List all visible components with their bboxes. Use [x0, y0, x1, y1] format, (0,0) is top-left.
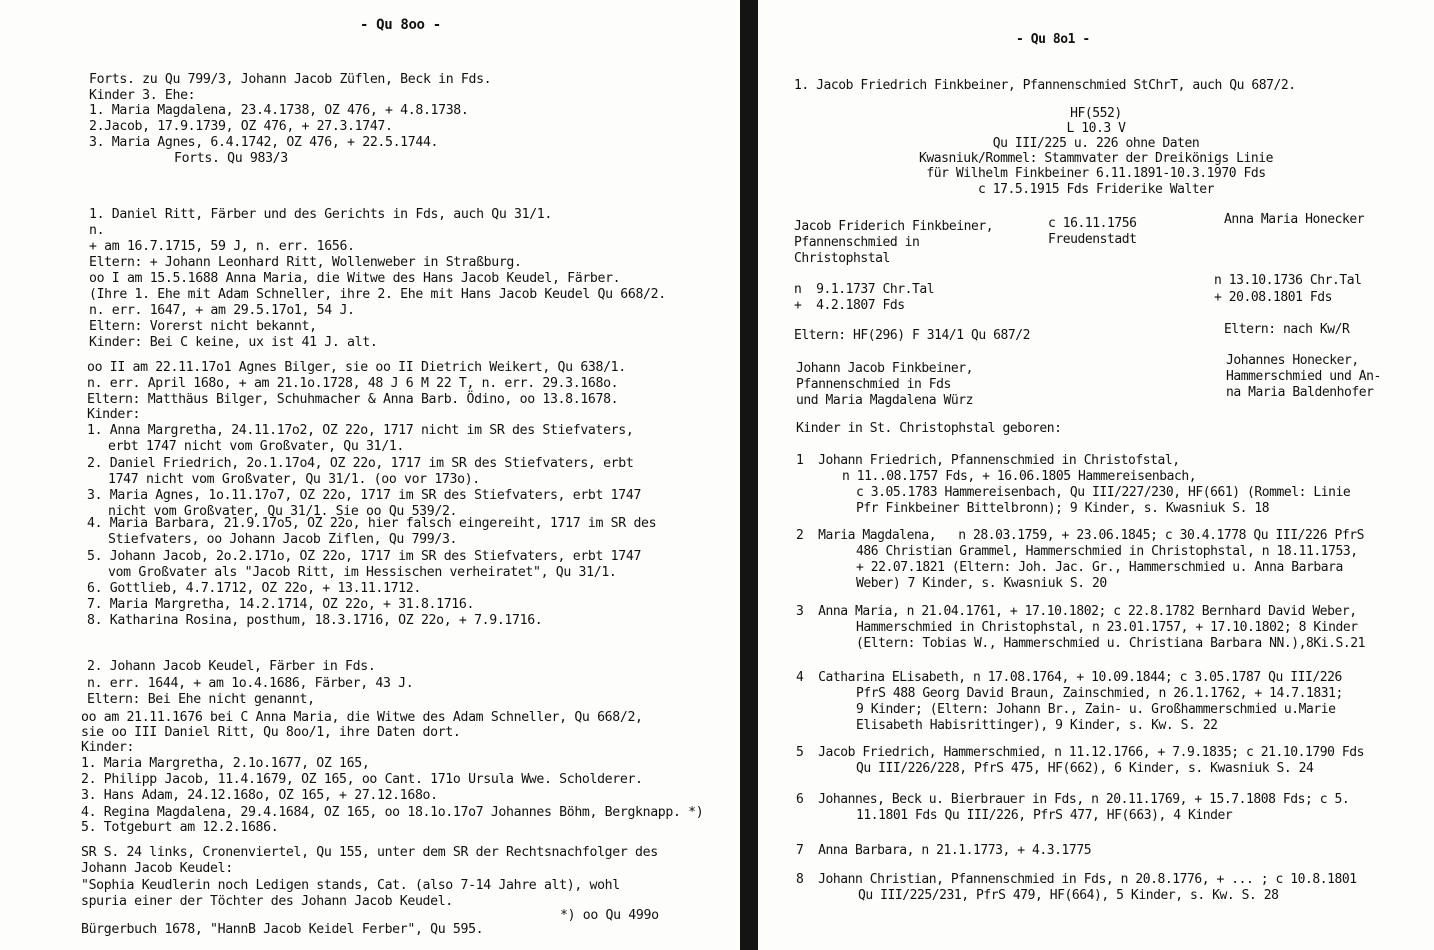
text-line: 2. Philipp Jacob, 11.4.1679, OZ 165, oo Cant. 171o Ursula Wwe. Scholderer.: [81, 772, 643, 787]
text-line: *) oo Qu 499o: [560, 908, 659, 923]
text-line: Forts. Qu 983/3: [174, 151, 288, 166]
text-line: 4. Maria Barbara, 21.9.17o5, OZ 22o, hier falsch eingereiht, 1717 im SR des: [87, 516, 657, 531]
text-line: PfrS 488 Georg David Braun, Zainschmied, n 26.1.1762, + 14.7.1831;: [856, 686, 1343, 701]
text-line: 6. Gottlieb, 4.7.1712, OZ 22o, + 13.11.1712.: [87, 581, 421, 596]
text-line: 5. Johann Jacob, 2o.2.171o, OZ 22o, 1717 im SR des Stiefvaters, erbt 1747: [87, 549, 642, 564]
text-line: oo I am 15.5.1688 Anna Maria, die Witwe des Hans Jacob Keudel, Färber.: [89, 271, 621, 286]
text-line: 9 Kinder; (Eltern: Johann Br., Zain- u. Großhammerschmied u.Marie: [856, 702, 1336, 717]
text-line: Kinder:: [81, 740, 135, 755]
text-line: L 10.3 V: [1066, 121, 1126, 136]
text-line: Qu III/225 u. 226 ohne Daten: [992, 136, 1200, 151]
text-line: 4. Regina Magdalena, 29.4.1684, OZ 165, oo 18.1o.17o7 Johannes Böhm, Bergknapp. *): [81, 805, 704, 820]
text-line: n 9.1.1737 Chr.Tal: [794, 282, 935, 297]
text-line: SR S. 24 links, Cronenviertel, Qu 155, unter dem SR der Rechtsnachfolger des: [81, 845, 658, 860]
text-line: Qu III/226/228, PfrS 475, HF(662), 6 Kinder, s. Kwasniuk S. 24: [856, 761, 1314, 776]
text-line: "Sophia Keudlerin noch Ledigen stands, Cat. (also 7-14 Jahre alt), wohl: [81, 878, 620, 893]
text-line: 1 Johann Friedrich, Pfannenschmied in Christofstal,: [796, 453, 1180, 468]
text-line: 3 Anna Maria, n 21.04.1761, + 17.10.1802; c 22.8.1782 Bernhard David Weber,: [796, 604, 1357, 619]
text-line: c 17.5.1915 Fds Friderike Walter: [977, 182, 1215, 197]
text-line: vom Großvater als "Jacob Ritt, im Hessischen verheiratet", Qu 31/1.: [108, 565, 617, 580]
text-line: 5. Totgeburt am 12.2.1686.: [81, 820, 279, 835]
text-line: Pfannenschmied in Fds: [796, 377, 951, 392]
text-line: 1. Maria Magdalena, 23.4.1738, OZ 476, + 4.8.1738.: [89, 103, 469, 118]
text-line: 1. Daniel Ritt, Färber und des Gerichts in Fds, auch Qu 31/1.: [89, 207, 552, 222]
text-line: Anna Maria Honecker: [1224, 212, 1365, 227]
text-line: spuria einer der Töchter des Johann Jacob Keudel.: [81, 894, 453, 909]
text-line: 3. Hans Adam, 24.12.168o, OZ 165, + 27.12.168o.: [81, 788, 438, 803]
text-line: 1747 nicht vom Großvater, Qu 31/1. (oo vor 173o).: [108, 472, 480, 487]
text-line: 4 Catharina ELisabeth, n 17.08.1764, + 10.09.1844; c 3.05.1787 Qu III/226: [796, 670, 1342, 685]
text-line: (Ihre 1. Ehe mit Adam Schneller, ihre 2. Ehe mit Hans Jacob Keudel Qu 668/2.: [89, 287, 666, 302]
text-line: Qu III/225/231, PfrS 479, HF(664), 5 Kinder, s. Kw. S. 28: [858, 888, 1279, 903]
text-line: Christophstal: [794, 251, 890, 266]
text-line: Hammerschmied und An-: [1226, 369, 1381, 384]
text-line: Weber) 7 Kinder, s. Kwasniuk S. 20: [856, 576, 1107, 591]
text-line: Eltern: Bei Ehe nicht genannt,: [87, 692, 315, 707]
text-line: 2 Maria Magdalena, n 28.03.1759, + 23.06.1845; c 30.4.1778 Qu III/226 PfrS: [796, 528, 1365, 543]
page-header: - Qu 8oo -: [360, 17, 441, 33]
text-line: 2.Jacob, 17.9.1739, OZ 476, + 27.3.1747.: [89, 119, 393, 134]
text-line: Kinder:: [87, 407, 141, 422]
text-line: Eltern: Vorerst nicht bekannt,: [89, 319, 317, 334]
text-line: 8. Katharina Rosina, posthum, 18.3.1716, OZ 22o, + 7.9.1716.: [87, 613, 543, 628]
text-line: erbt 1747 nicht vom Großvater, Qu 31/1.: [108, 439, 404, 454]
text-line: Kwasniuk/Rommel: Stammvater der Dreikönigs Linie: [918, 151, 1274, 166]
text-line: 3. Maria Agnes, 1o.11.17o7, OZ 22o, 1717 im SR des Stiefvaters, erbt 1747: [87, 488, 642, 503]
text-line: + 20.08.1801 Fds: [1214, 290, 1333, 305]
text-line: Johann Jacob Keudel:: [81, 861, 233, 876]
book-gutter: [740, 0, 758, 950]
text-line: + 4.2.1807 Fds: [794, 298, 905, 313]
text-line: n. err. 1647, + am 29.5.17o1, 54 J.: [89, 303, 355, 318]
text-line: n. err. April 168o, + am 21.1o.1728, 48 J 6 M 22 T, n. err. 29.3.168o.: [87, 376, 619, 391]
text-line: Johannes Honecker,: [1226, 353, 1359, 368]
text-line: Eltern: Matthäus Bilger, Schuhmacher & Anna Barb. Ödino, oo 13.8.1678.: [87, 392, 619, 407]
text-line: 5 Jacob Friedrich, Hammerschmied, n 11.12.1766, + 7.9.1835; c 21.10.1790 Fds: [796, 745, 1365, 760]
text-line: 2. Daniel Friedrich, 2o.1.17o4, OZ 22o, 1717 im SR des Stiefvaters, erbt: [87, 456, 634, 471]
text-line: und Maria Magdalena Würz: [796, 393, 974, 408]
text-line: oo am 21.11.1676 bei C Anna Maria, die Witwe des Adam Schneller, Qu 668/2,: [81, 710, 643, 725]
text-line: 486 Christian Grammel, Hammerschmied in Christophstal, n 18.11.1753,: [856, 544, 1358, 559]
text-line: Kinder: Bei C keine, ux ist 41 J. alt.: [89, 335, 378, 350]
text-line: Eltern: HF(296) F 314/1 Qu 687/2: [794, 328, 1031, 343]
text-line: n 13.10.1736 Chr.Tal: [1214, 273, 1362, 288]
text-line: Pfannenschmied in: [794, 235, 920, 250]
text-line: n. err. 1644, + am 1o.4.1686, Färber, 43 J.: [87, 676, 414, 691]
text-line: für Wilhelm Finkbeiner 6.11.1891-10.3.1970 Fds: [926, 166, 1266, 181]
entry-title: 1. Jacob Friedrich Finkbeiner, Pfannenschmied StChrT, auch Qu 687/2.: [794, 78, 1296, 93]
text-line: c 16.11.1756: [1048, 216, 1137, 231]
text-line: HF(552): [1070, 106, 1122, 121]
text-line: 1. Anna Margretha, 24.11.17o2, OZ 22o, 1717 nicht im SR des Stiefvaters,: [87, 423, 634, 438]
text-line: Kinder 3. Ehe:: [89, 88, 196, 103]
text-line: Freudenstadt: [1048, 232, 1137, 247]
text-line: Stiefvaters, oo Johann Jacob Ziflen, Qu 799/3.: [108, 532, 458, 547]
text-line: 7. Maria Margretha, 14.2.1714, OZ 22o, + 31.8.1716.: [87, 597, 475, 612]
text-line: n 11..08.1757 Fds, + 16.06.1805 Hammereisenbach,: [842, 469, 1197, 484]
text-line: 6 Johannes, Beck u. Bierbrauer in Fds, n 20.11.1769, + 15.7.1808 Fds; c 5.: [796, 792, 1350, 807]
text-line: (Eltern: Tobias W., Hammerschmied u. Christiana Barbara NN.),8Ki.S.21: [856, 636, 1365, 651]
text-line: Forts. zu Qu 799/3, Johann Jacob Züflen, Beck in Fds.: [89, 72, 492, 87]
page-header: - Qu 8o1 -: [1016, 32, 1090, 47]
text-line: Hammerschmied in Christophstal, n 23.01.1757, + 17.10.1802; 8 Kinder: [856, 620, 1358, 635]
text-line: nicht vom Großvater, Qu 31/1. Sie oo Qu 539/2.: [108, 504, 458, 519]
text-line: + am 16.7.1715, 59 J, n. err. 1656.: [89, 239, 355, 254]
text-line: Elisabeth Habisrittinger), 9 Kinder, s. Kw. S. 22: [856, 718, 1218, 733]
text-line: Johann Jacob Finkbeiner,: [796, 361, 974, 376]
text-line: Eltern: nach Kw/R: [1224, 322, 1350, 337]
text-line: na Maria Baldenhofer: [1226, 385, 1374, 400]
text-line: 11.1801 Fds Qu III/226, PfrS 477, HF(663), 4 Kinder: [856, 808, 1233, 823]
text-line: Kinder in St. Christophstal geboren:: [796, 421, 1062, 436]
text-line: oo II am 22.11.17o1 Agnes Bilger, sie oo II Dietrich Weikert, Qu 638/1.: [87, 360, 626, 375]
text-line: 1. Maria Margretha, 2.1o.1677, OZ 165,: [81, 756, 370, 771]
text-line: c 3.05.1783 Hammereisenbach, Qu III/227/230, HF(661) (Rommel: Linie: [856, 485, 1351, 500]
text-line: Bürgerbuch 1678, "HannB Jacob Keidel Ferber", Qu 595.: [81, 922, 484, 937]
text-line: 8 Johann Christian, Pfannenschmied in Fds, n 20.8.1776, + ... ; c 10.8.1801: [796, 872, 1357, 887]
text-line: n.: [89, 223, 105, 238]
text-line: 3. Maria Agnes, 6.4.1742, OZ 476, + 22.5.1744.: [89, 135, 439, 150]
text-line: Eltern: + Johann Leonhard Ritt, Wollenweber in Straßburg.: [89, 255, 522, 270]
text-line: sie oo III Daniel Ritt, Qu 8oo/1, ihre Daten dort.: [81, 725, 461, 740]
text-line: Jacob Friderich Finkbeiner,: [794, 219, 994, 234]
text-line: + 22.07.1821 (Eltern: Joh. Jac. Gr., Hammerschmied u. Anna Barbara: [856, 560, 1343, 575]
right-page: [758, 0, 1434, 950]
text-line: 7 Anna Barbara, n 21.1.1773, + 4.3.1775: [796, 843, 1092, 858]
text-line: Pfr Finkbeiner Bittelbronn); 9 Kinder, s. Kwasniuk S. 18: [856, 501, 1270, 516]
text-line: 2. Johann Jacob Keudel, Färber in Fds.: [87, 659, 376, 674]
